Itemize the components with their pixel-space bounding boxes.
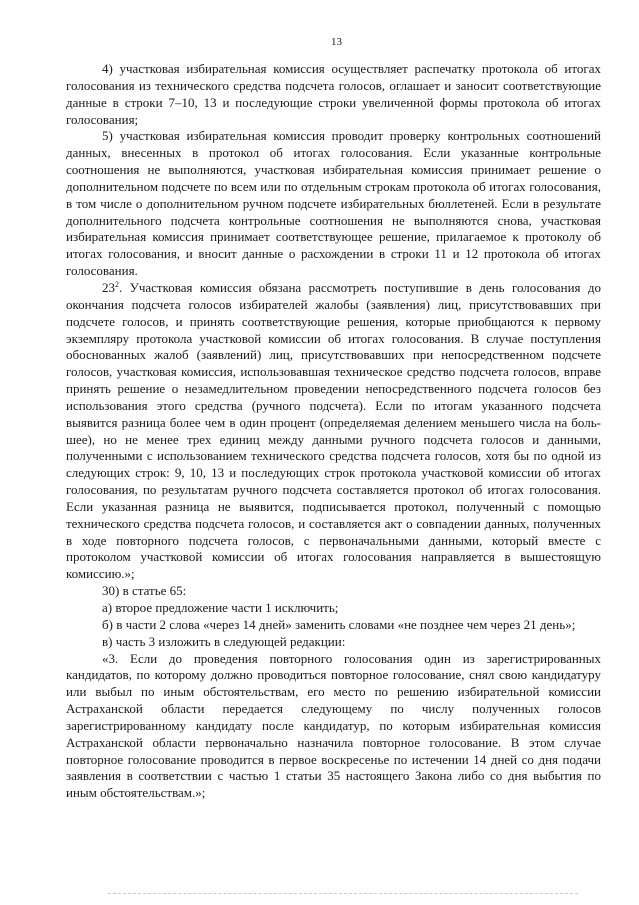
paragraph-subitem-b: б) в части 2 слова «через 14 дней» заменить словами «не позднее чем через 21 день»; [102, 616, 576, 632]
paragraph-item-30: 30) в статье 65: [102, 583, 187, 599]
paragraph-subitem-a: а) второе предложение части 1 исключить; [102, 600, 339, 615]
page-number: 13 [331, 36, 342, 48]
paragraph-part-3: «3. Если до проведения повторного голосования один из зарегистрированных кандидатов, по которому должно проводиться повторное голосование, снял свою кандидатуру или выбыл по иным обстоятельствам, его место по решению избирательной комиссии Астраханской области передается следующему по числу полученных голосов зарегистрированному кандидату после кандидатур, по которым избирательная комиссия Астраханской области первоначально назначила повторное голосование. В этом случае повторное голосование проводится в первое воскресенье по истечении 14 дней со дня подачи заявления в соответствии с частью 1 статьи 35 настоящего Закона либо со дня выбытия по иным обстоятельствам.»; [66, 650, 601, 801]
paragraph-subitem-v: в) часть 3 изложить в следующей редакции: [102, 633, 346, 649]
article-number: 23 [102, 279, 115, 295]
article-body: . Участковая комиссия обязана рассмотреть поступившие в день голосования до окончания подсчета голосов избирателей жалобы (заявления) лиц, присутствовавших при подсчете голосов, и принять соответствующие решения, которые приобщаются к первому экземпляру протокола участковой комиссии об итогах голосования. В случае поступления обоснованных жалоб (заявлений) лиц, присутствовавших при непосредственном подсчете голосов, участковая комиссия, использовавшая техническое средство подсчета голосов, вправе принять решение о незамедлительном проведении непосредственного подсчета голосов без использования этого средства (ручного подсчета). Если по итогам указанного подсчета выявится разница более чем в один процент (определяемая делением меньшего числа на большее), но не менее трех единиц между данными ручного подсчета голосов и данными, полученными с использованием технического средства подсчета голосов, хотя бы по одной из следующих строк: 9, 10, 13 и последующих строк протокола участковой комиссии об итогах голосования, по результатам ручного подсчета составляется протокол об итогах голосования. Если указанная разница не выявится, подписывается протокол, полученный с помощью технического средства подсчета голосов, и составляется акт о совпадении данных, полученных в ходе повторного подсчета голосов, с первоначальными данными, который вместе с протоколом участковой комиссии об итогах голосования направляется в вышестоящую комиссию.»; [66, 279, 601, 582]
paragraph-item-4: 4) участковая избирательная комиссия осуществляет распечатку протокола об итогах голосования из технического средства подсчета голосов, оглашает и заносит соответствующие данные в строки 7–10, 13 и последующие строки увеличенной формы протокола об итогах голосования; [66, 61, 601, 127]
paragraph-article-23-2 [66, 280, 601, 583]
paragraph-item-5: 5) участковая избирательная комиссия проводит проверку контрольных соотношений данных, внесенных в протокол об итогах голосования. Если указанные контрольные соотношения не выполняются, участковая избирательная комиссия принимает решение о дополнительном подсчете по всем или по отдельным строкам протокола об итогах голосования, в том числе о дополнительном ручном подсчете избирательных бюллетеней. Если в результате дополнительного подсчета контрольные соотношения не выполняются снова, участковая избирательная комиссия принимает соответствующее решение, прилагаемое к протоколу об итогах голосования, и вносит данные о расхождении в строки 11 и 12 протокола об итогах голосования. [66, 128, 601, 279]
article-number-superscript: 2 [115, 279, 119, 289]
scan-edge-line [108, 893, 578, 894]
